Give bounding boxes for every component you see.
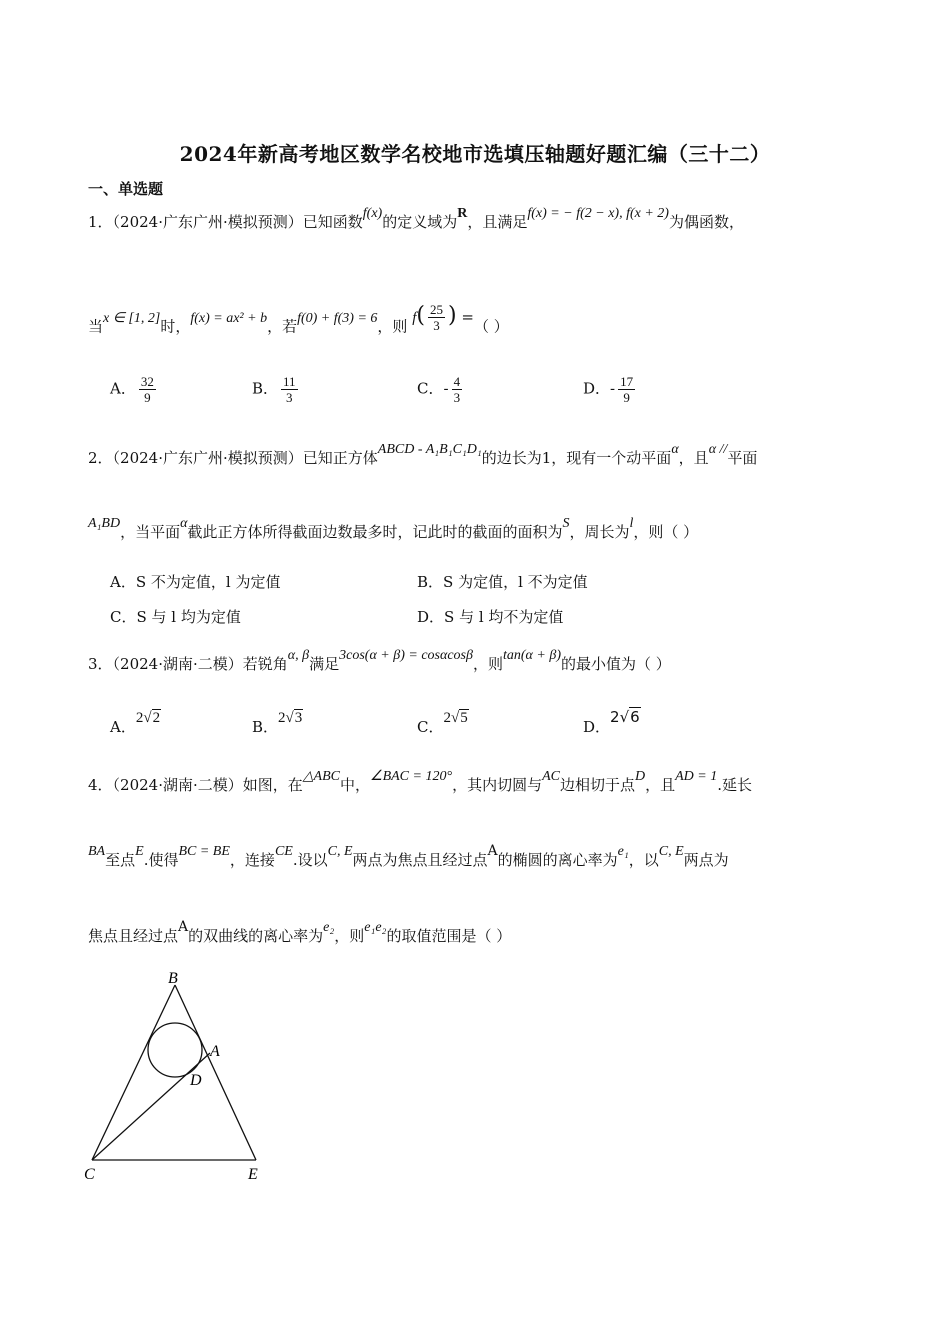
q2-cube: ABCD - A₁B₁C₁D₁ xyxy=(377,442,482,457)
sqrt-coef: 2 xyxy=(135,710,144,726)
option-label: A． xyxy=(110,379,136,398)
option-label: B． xyxy=(252,718,279,736)
sqrt-coef: 2 xyxy=(443,710,451,726)
option-fraction xyxy=(618,374,635,405)
option-label: B． xyxy=(252,379,279,398)
option-label: D． xyxy=(417,608,445,626)
q4-E: E xyxy=(135,844,144,859)
q2-text: 的边长为1，现有一个动平面 xyxy=(481,449,672,467)
q1-R: R xyxy=(457,206,468,221)
q2-text: ，则（ ） xyxy=(633,523,699,541)
q4-text: ，连接 xyxy=(229,851,275,869)
q1-option-c[interactable] xyxy=(417,374,465,405)
q3-equation: 3cos(α + β) = cosαcosβ xyxy=(339,648,473,663)
q4-text: 边相切于点 xyxy=(559,776,635,794)
q1-frac-num: 25 xyxy=(429,302,443,317)
q4-BC-BE: BC = BE xyxy=(178,844,230,859)
q4-line3 xyxy=(88,919,512,948)
q4-text: 的取值范围是（ ） xyxy=(386,927,512,945)
q2-text: ，且 xyxy=(678,449,709,467)
q3-option-d[interactable] xyxy=(583,706,641,736)
q2-option-c[interactable] xyxy=(110,606,241,627)
q4-line1 xyxy=(88,769,753,797)
q3-option-b[interactable] xyxy=(252,706,303,736)
q4-text: ，则 xyxy=(334,927,365,945)
option-fraction xyxy=(452,374,463,405)
q1-text: 为偶函数， xyxy=(668,213,744,231)
q4-CE: CE xyxy=(274,844,293,859)
q1-text: 时， xyxy=(160,317,191,336)
q1-answer-paren: （ ） xyxy=(473,317,509,336)
q1-paren: ) xyxy=(447,302,457,328)
option-text: S 不为定值，l 为定值 xyxy=(135,573,281,591)
q4-text: ，且 xyxy=(645,776,676,794)
edge-BC xyxy=(92,985,175,1160)
q4-text: 中， xyxy=(340,776,371,794)
option-text: S 为定值，l 不为定值 xyxy=(443,573,588,591)
q4-e2: e₂ xyxy=(323,920,335,935)
q1-condition: f(x) = − f(2 − x), f(x + 2) xyxy=(527,206,669,221)
option-sqrt: 2√2 xyxy=(135,710,161,726)
option-label: C． xyxy=(417,379,444,398)
option-label: A． xyxy=(110,718,136,736)
option-sqrt: 2√3 xyxy=(278,710,303,726)
q2-line2 xyxy=(88,516,699,544)
q1-number: 1． xyxy=(88,213,113,231)
q4-AC: AC xyxy=(542,769,560,784)
frac-den: 9 xyxy=(623,390,630,405)
q3-text: 若锐角 xyxy=(242,655,288,673)
q3-option-a[interactable] xyxy=(110,706,161,736)
q2-S: S xyxy=(562,516,570,531)
q4-C-E: C, E xyxy=(658,844,684,859)
q1-eq: = xyxy=(461,307,474,326)
q1-text: ，则 xyxy=(377,317,408,336)
q2-parallel: α // xyxy=(708,442,728,457)
q4-line2 xyxy=(88,843,729,872)
q4-text: .使得 xyxy=(143,851,179,869)
sqrt-radicand: 3 xyxy=(294,710,303,726)
q1-text: ，若 xyxy=(267,317,298,336)
q4-text: .延长 xyxy=(717,776,753,794)
option-label: D． xyxy=(583,718,611,736)
q2-line1 xyxy=(88,442,758,470)
q1-text: ，且满足 xyxy=(467,213,528,231)
sqrt-coef: 2 xyxy=(278,710,286,726)
q2-text: 已知正方体 xyxy=(302,449,378,467)
frac-num: 4 xyxy=(453,374,461,389)
option-sqrt: 2√5 xyxy=(443,710,468,726)
q2-l: l xyxy=(629,516,634,531)
q4-text: .设以 xyxy=(292,851,328,869)
q3-tan: tan(α + β) xyxy=(503,648,561,663)
q1-fraction xyxy=(428,302,445,333)
q2-option-a[interactable] xyxy=(110,571,280,592)
q3-alpha-beta: α, β xyxy=(287,648,310,663)
q2-alpha: α xyxy=(180,516,188,531)
q1-f: f xyxy=(412,309,417,326)
q2-option-b[interactable] xyxy=(417,571,588,592)
q3-number: 3． xyxy=(88,655,113,673)
q4-D: D xyxy=(634,769,646,784)
q1-option-d[interactable] xyxy=(583,374,638,405)
q1-text: 的定义域为 xyxy=(382,213,458,231)
q3-text: ，则 xyxy=(472,655,503,673)
frac-num: 17 xyxy=(620,374,634,389)
q4-text: 两点为焦点且经过点 xyxy=(352,851,488,869)
incircle xyxy=(148,1023,202,1077)
q2-number: 2． xyxy=(88,449,113,467)
option-label: C． xyxy=(417,718,444,736)
option-sqrt: 2√6 xyxy=(610,708,640,726)
option-text: S 与 l 均为定值 xyxy=(136,608,241,626)
sqrt-radicand: 5 xyxy=(460,710,468,726)
q4-text: ，以 xyxy=(628,851,659,869)
q4-number: 4． xyxy=(88,776,113,794)
q1-text: 当 xyxy=(88,317,104,336)
q4-source: （2024·湖南·二模） xyxy=(112,776,243,794)
option-fraction xyxy=(281,374,298,405)
option-label: A． xyxy=(110,573,136,591)
q2-text: 平面 xyxy=(727,449,758,467)
option-sign: - xyxy=(443,379,449,398)
q4-A: A xyxy=(178,919,189,935)
q3-line1 xyxy=(88,648,671,676)
frac-den: 3 xyxy=(453,390,461,405)
frac-den: 9 xyxy=(144,390,151,405)
q2-alpha: α xyxy=(671,442,679,457)
q2-text: 截此正方体所得截面边数最多时，记此时的截面的面积为 xyxy=(187,523,563,541)
q3-option-c[interactable] xyxy=(417,706,469,736)
q2-source: （2024·广东广州·模拟预测） xyxy=(112,449,303,467)
q2-text: ，周长为 xyxy=(569,523,630,541)
q4-BA: BA xyxy=(88,844,106,859)
q1-sum: f(0) + f(3) = 6 xyxy=(297,310,378,326)
q4-angle: ∠BAC = 120° xyxy=(370,769,453,784)
q4-text: 如图，在 xyxy=(242,776,303,794)
edge-CA xyxy=(92,1053,210,1160)
q4-e1e2: e₁e₂ xyxy=(364,920,387,935)
option-label: D． xyxy=(583,379,611,398)
q4-text: 焦点且经过点 xyxy=(88,927,179,945)
frac-num: 32 xyxy=(140,374,154,389)
q1-frac-den: 3 xyxy=(433,318,440,333)
q4-text: 至点 xyxy=(105,851,136,869)
triangle-figure xyxy=(80,965,280,1185)
frac-den: 3 xyxy=(286,390,293,405)
frac-num: 11 xyxy=(283,374,296,389)
q1-text: 已知函数 xyxy=(302,213,363,231)
q4-text: 两点为 xyxy=(683,851,729,869)
q1-fx: f(x) xyxy=(362,206,383,221)
sqrt-radicand: 6 xyxy=(630,708,640,726)
q1-paren: ( xyxy=(416,302,425,328)
q3-source: （2024·湖南·二模） xyxy=(112,655,243,673)
label-E: E xyxy=(248,1166,258,1183)
option-sign: - xyxy=(610,379,616,398)
option-label: B． xyxy=(417,573,444,591)
sqrt-radicand: 2 xyxy=(152,710,161,726)
q4-triangle: △ABC xyxy=(302,769,340,784)
section-heading: 一、单选题 xyxy=(88,180,164,198)
edge-BE xyxy=(175,985,256,1160)
label-B: B xyxy=(168,970,178,987)
q4-C-E: C, E xyxy=(327,844,353,859)
q4-text: 的双曲线的离心率为 xyxy=(188,927,324,945)
q2-text: ，当平面 xyxy=(120,523,181,541)
q4-e1: e₁ xyxy=(617,844,629,859)
q1-interval: x ∈ [1, 2] xyxy=(103,310,161,326)
q3-text: 满足 xyxy=(309,655,340,673)
q4-A: A xyxy=(487,843,498,859)
option-fraction xyxy=(139,374,156,405)
q1-asked-value xyxy=(412,302,474,333)
q4-text: 的椭圆的离心率为 xyxy=(497,851,618,869)
q2-plane: A₁BD xyxy=(88,516,121,531)
q1-option-b[interactable] xyxy=(252,374,301,405)
q4-AD: AD = 1 xyxy=(675,769,718,784)
option-text: S 与 l 均不为定值 xyxy=(444,608,564,626)
q4-text: ，其内切圆与 xyxy=(452,776,543,794)
label-A: A xyxy=(210,1043,220,1060)
label-C: C xyxy=(84,1166,95,1183)
page-title: 2024年新高考地区数学名校地市选填压轴题好题汇编（三十二） xyxy=(179,142,771,166)
q1-source: （2024·广东广州·模拟预测） xyxy=(112,213,303,231)
label-D: D xyxy=(190,1072,202,1089)
q1-expression: f(x) = ax² + b xyxy=(190,310,268,326)
sqrt-coef: 2 xyxy=(610,708,620,726)
q1-line1 xyxy=(88,206,744,234)
q1-option-a[interactable] xyxy=(110,374,159,405)
q2-option-d[interactable] xyxy=(417,606,563,627)
q3-text: 的最小值为（ ） xyxy=(560,655,671,673)
q1-line2 xyxy=(88,302,509,343)
option-label: C． xyxy=(110,608,137,626)
